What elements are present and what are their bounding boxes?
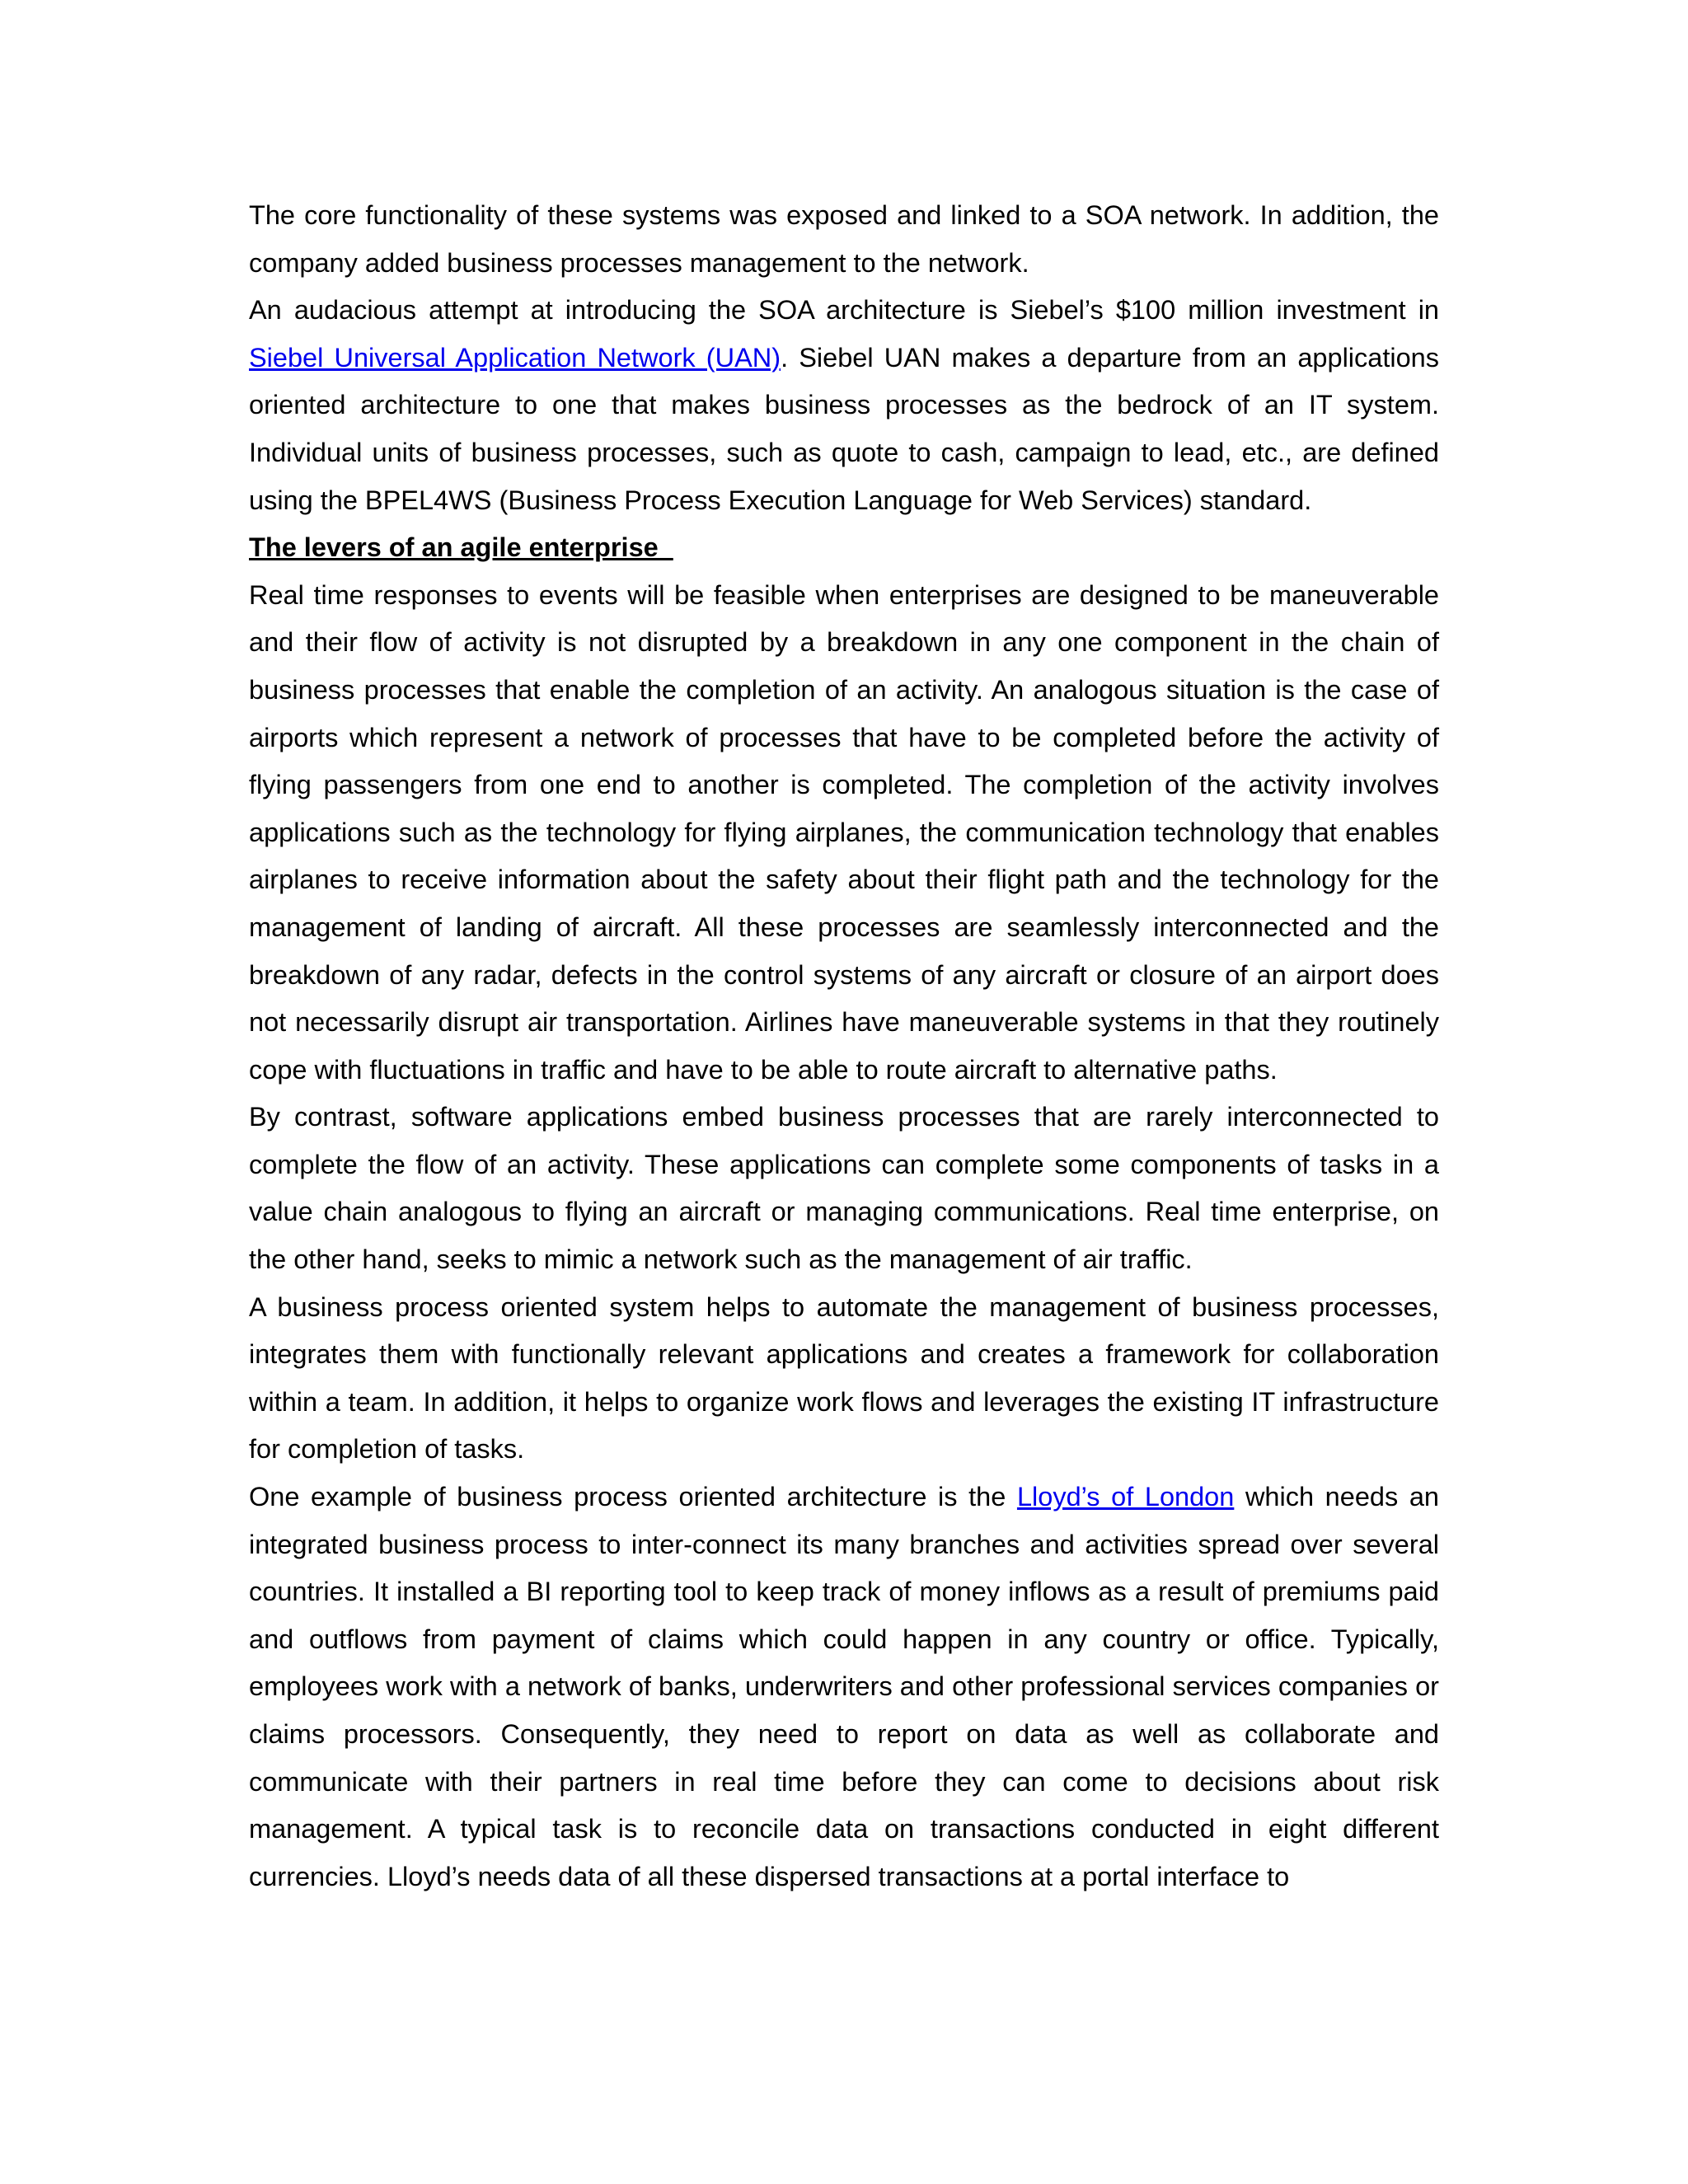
paragraph-by-contrast: By contrast, software applications embed business processes that are rarely interconnected to complete the flow of an activity. These applications can complete some components of tasks in a value chain analogous to flying an aircraft or managing communications. Real time enterprise, on the other hand, seeks to mimic a network such as the management of air traffic. [249,1102,1439,1275]
paragraph-text: which needs an integrated business process to inter-connect its many branches and activities spread over several countries. It installed a BI reporting tool to keep track of money inflows as a result of premiums paid and outflows from payment of claims which could happen in any country or office. Typically, employees work with a network of banks, underwriters and other professional services companies or claims processors. Consequently, they need to report on data as well as collaborate and communicate with their partners in real time before they can come to decisions about risk management. A typical task is to reconcile data on transactions conducted in eight different currencies. Lloyd’s needs data of all these dispersed transactions at a portal interface to [249,1482,1440,1891]
paragraph-lloyds-example [249,1474,1439,1900]
paragraph-business-process-system: A business process oriented system helps to automate the management of business processes, integrates them with functionally relevant applications and creates a framework for collaboration within a team. In addition, it helps to organize work flows and leverages the existing IT infrastructure for completion of tasks. [249,1291,1439,1465]
paragraph-text: One example of business process oriented architecture is the [249,1482,1017,1512]
section-heading: The levers of an agile enterprise [249,532,673,563]
paragraph-text: An audacious attempt at introducing the SOA architecture is Siebel’s $100 million investment in [249,295,1439,326]
siebel-uan-link[interactable]: Siebel Universal Application Network (UAN) [249,342,781,373]
paragraph-soa-network: The core functionality of these systems was exposed and linked to a SOA network. In addition, the company added business processes management to the network. [249,200,1439,278]
paragraph-text: . Siebel UAN makes a departure from an applications oriented architecture to one that makes business processes as the bedrock of an IT system. Individual units of business processes, such as quote to cash, campaign to lead, etc., are defined using the BPEL4WS (Business Process Execution Language for Web Services) standard. [249,342,1439,515]
lloyds-of-london-link[interactable]: Lloyd’s of London [1016,1482,1235,1512]
paragraph-siebel-uan [249,287,1439,524]
document-body [249,192,1439,1900]
paragraph-real-time-responses: Real time responses to events will be feasible when enterprises are designed to be maneuverable and their flow of activity is not disrupted by a breakdown in any one component in the chain of business processes that enable the completion of an activity. An analogous situation is the case of airports which represent a network of processes that have to be completed before the activity of flying passengers from one end to another is completed. The completion of the activity involves applications such as the technology for flying airplanes, the communication technology that enables airplanes to receive information about the safety about their flight path and the technology for the management of landing of aircraft. All these processes are seamlessly interconnected and the breakdown of any radar, defects in the control systems of any aircraft or closure of an airport does not necessarily disrupt air transportation. Airlines have maneuverable systems in that they routinely cope with fluctuations in traffic and have to be able to route aircraft to alternative paths. [249,579,1439,1085]
